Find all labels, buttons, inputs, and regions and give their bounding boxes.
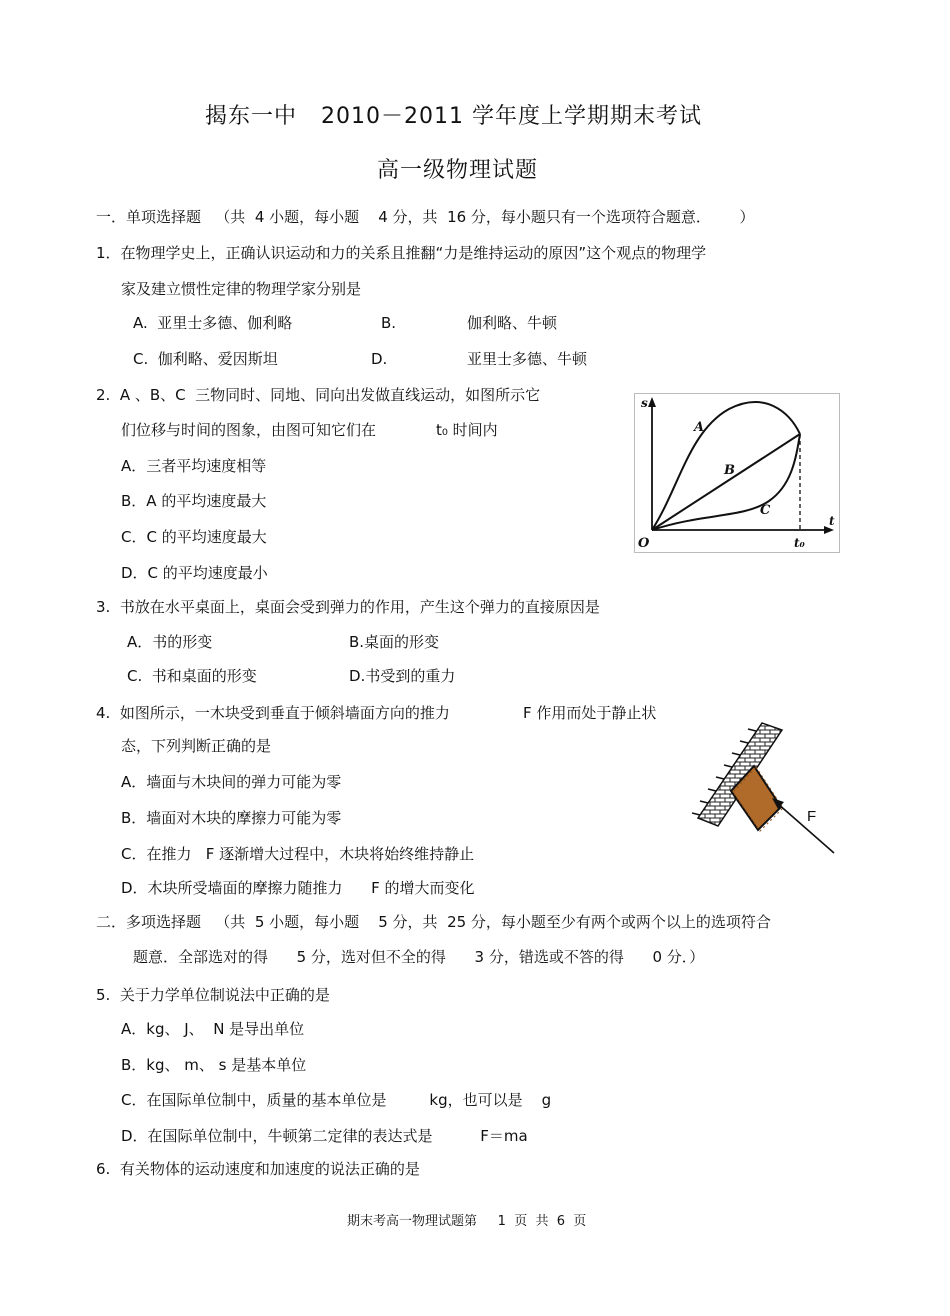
q1-stem-line2: 家及建立惯性定律的物理学家分别是 <box>121 280 362 298</box>
q1-option-b-label: B. <box>381 314 397 332</box>
force-label: F <box>807 808 817 825</box>
q2-option-c: C．C 的平均速度最大 <box>121 528 267 546</box>
section2-heading-line2: 题意．全部选对的得 5 分，选对但不全的得 3 分，错选或不答的得 0 分．） <box>133 948 705 966</box>
q5-option-c: C．在国际单位制中，质量的基本单位是 kg，也可以是 g <box>121 1091 552 1109</box>
q2-option-b: B．A 的平均速度最大 <box>121 492 267 510</box>
q2-st-graph <box>634 393 840 553</box>
q5-option-b: B．kg、 m、 s 是基本单位 <box>121 1056 307 1074</box>
curve-c-label: C <box>760 503 771 518</box>
q4-stem-line2: 态，下列判断正确的是 <box>121 737 272 755</box>
curve-b-label: B <box>724 463 735 478</box>
exam-title: 揭东一中 2010－2011 学年度上学期期末考试 <box>205 104 702 129</box>
q5-option-a: A．kg、 J、 N 是导出单位 <box>121 1020 305 1038</box>
q5-stem: 5. 关于力学单位制说法中正确的是 <box>96 986 330 1004</box>
t0-label: t₀ <box>794 536 805 550</box>
section1-heading: 一．单项选择题 （共 4 小题，每小题 4 分，共 16 分，每小题只有一个选项符合题意． ） <box>96 208 755 226</box>
q2-option-d: D．C 的平均速度最小 <box>121 564 268 582</box>
q4-stem-line1: 4. 如图所示，一木块受到垂直于倾斜墙面方向的推力 <box>96 704 450 722</box>
q1-option-d-label: D. <box>371 350 388 368</box>
q4-wall-block-figure <box>692 718 842 860</box>
q1-option-a: A. 亚里士多德、伽利略 <box>133 314 293 332</box>
force-arrow-shaft <box>777 803 834 853</box>
q5-option-d: D．在国际单位制中，牛顿第二定律的表达式是 F＝ma <box>121 1127 528 1145</box>
q4-option-b: B．墙面对木块的摩擦力可能为零 <box>121 809 342 827</box>
q4-option-d: D．木块所受墙面的摩擦力随推力 F 的增大而变化 <box>121 879 475 897</box>
q3-option-a: A．书的形变 <box>127 633 213 651</box>
q1-option-b-text: 伽利略、牛顿 <box>467 314 558 332</box>
q3-option-b: B.桌面的形变 <box>349 633 440 651</box>
q1-option-d-text: 亚里士多德、牛顿 <box>467 350 588 368</box>
origin-label: O <box>638 536 650 551</box>
curve-a-label: A <box>694 420 705 435</box>
q4-stem-line1-tail: F 作用而处于静止状 <box>523 704 657 722</box>
t-axis-label: t <box>829 514 835 528</box>
q3-option-d: D.书受到的重力 <box>349 667 456 685</box>
s-axis-label: s <box>641 396 648 410</box>
q4-option-c: C．在推力 F 逐渐增大过程中，木块将始终维持静止 <box>121 845 475 863</box>
q2-option-a: A．三者平均速度相等 <box>121 457 267 475</box>
q2-stem-line2-tail: t₀ 时间内 <box>436 421 498 439</box>
q1-option-c: C. 伽利略、爱因斯坦 <box>133 350 278 368</box>
q6-stem: 6. 有关物体的运动速度和加速度的说法正确的是 <box>96 1160 420 1178</box>
q4-option-a: A．墙面与木块间的弹力可能为零 <box>121 773 342 791</box>
section2-heading-line1: 二．多项选择题 （共 5 小题，每小题 5 分，共 25 分，每小题至少有两个或两个以上的选项符合 <box>96 913 771 931</box>
page-footer: 期末考高一物理试题第 1 页 共 6 页 <box>347 1214 587 1229</box>
q3-stem: 3. 书放在水平桌面上，桌面会受到弹力的作用，产生这个弹力的直接原因是 <box>96 598 600 616</box>
q3-option-c: C. 书和桌面的形变 <box>127 667 257 685</box>
q2-stem-line2: 们位移与时间的图象，由图可知它们在 <box>121 421 377 439</box>
q2-stem-line1: 2. A 、B、C 三物同时、同地、同向出发做直线运动，如图所示它 <box>96 386 541 404</box>
q1-stem-line1: 1．在物理学史上，正确认识运动和力的关系且推翻“力是维持运动的原因”这个观点的物理学 <box>96 244 707 262</box>
exam-subtitle: 高一级物理试题 <box>377 158 539 183</box>
